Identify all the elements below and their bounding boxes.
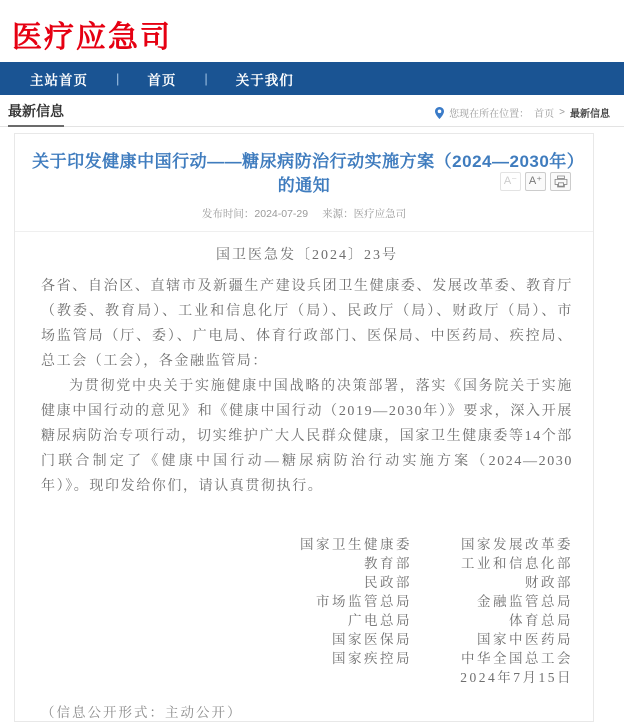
header-divider — [15, 231, 593, 232]
breadcrumb — [435, 105, 610, 126]
signatory — [41, 668, 412, 687]
publish-date: 2024-07-29 — [254, 208, 309, 220]
nav-separator: | — [204, 71, 208, 86]
disclosure-footnote: （信息公开形式：主动公开） — [41, 705, 243, 720]
section-title: 最新信息 — [8, 101, 64, 127]
signatory: 国家发展改革委 — [461, 537, 573, 552]
signatory: 市场监管总局 — [316, 594, 412, 609]
font-increase-button[interactable]: A⁺ — [525, 172, 546, 191]
article-title: 关于印发健康中国行动——糖尿病防治行动实施方案（2024—2030年）的通知 — [32, 152, 576, 195]
print-button[interactable] — [550, 172, 571, 191]
site-header — [0, 0, 624, 62]
signatory: 国家中医药局 — [477, 632, 573, 647]
nav-item-home[interactable]: 首页 — [147, 72, 177, 88]
signatory: 广电总局 — [348, 613, 412, 628]
section-bar — [0, 95, 624, 127]
signatory: 体育总局 — [509, 613, 573, 628]
source-value: 医疗应急司 — [353, 208, 407, 220]
signature-row — [41, 573, 573, 592]
signature-row — [41, 535, 573, 554]
location-pin-icon — [435, 107, 444, 119]
source-label: 来源： — [322, 208, 354, 220]
signatory: 教育部 — [364, 556, 412, 571]
breadcrumb-current: 最新信息 — [570, 109, 610, 120]
signatory: 国家卫生健康委 — [300, 537, 412, 552]
signature-row — [41, 649, 573, 668]
printer-icon — [555, 176, 567, 187]
signatory: 工业和信息化部 — [461, 556, 573, 571]
paragraph-main: 为贯彻党中央关于实施健康中国战略的决策部署，落实《国务院关于实施健康中国行动的意见》和《健康中国行动（2019—2030年）》要求，深入开展糖尿病防治专项行动，切实维护广大人民群众健康，国家卫生健康委等14个部门联合制定了《健康中国行动—糖尿病防治行动实施方案（2024—2030年）》。现印发给你们，请认真贯彻执行。 — [41, 379, 573, 494]
signatory: 财政部 — [525, 575, 573, 590]
signature-date: 2024年7月15日 — [460, 670, 573, 685]
article-meta — [15, 206, 593, 221]
signature-row — [41, 554, 573, 573]
nav-item-main-site-home[interactable]: 主站首页 — [30, 72, 88, 88]
signature-block — [41, 535, 573, 687]
signature-row — [41, 592, 573, 611]
font-decrease-button[interactable]: A⁻ — [500, 172, 521, 191]
breadcrumb-prefix: 您现在所在位置： — [449, 109, 530, 120]
nav-item-about-us[interactable]: 关于我们 — [235, 72, 294, 88]
nav-separator: | — [116, 71, 120, 86]
signature-row — [41, 630, 573, 649]
document-number: 国卫医急发〔2024〕23号 — [216, 248, 398, 263]
signatory: 中华全国总工会 — [461, 651, 573, 666]
paragraph-addressees: 各省、自治区、直辖市及新疆生产建设兵团卫生健康委、发展改革委、教育厅（教委、教育局）、工业和信息化厅（局）、民政厅（局）、财政厅（局）、市场监管局（厅、委）、广电局、体育行政部门、医保局、中医药局、疾控局、总工会（工会），各金融监管局： — [41, 279, 573, 369]
publish-date-label: 发布时间： — [201, 208, 255, 220]
main-nav — [0, 62, 624, 95]
article-tools — [500, 172, 571, 191]
article-card — [14, 133, 594, 722]
signature-row-date — [41, 668, 573, 687]
site-logo: 医疗应急司 — [12, 21, 172, 54]
document-body — [15, 244, 593, 721]
breadcrumb-home-link[interactable]: 首页 — [534, 109, 555, 120]
signatory: 国家疾控局 — [332, 651, 412, 666]
breadcrumb-separator: > — [559, 107, 565, 118]
signature-row — [41, 611, 573, 630]
signatory: 国家医保局 — [332, 632, 412, 647]
signatory: 民政部 — [364, 575, 412, 590]
signatory: 金融监管总局 — [477, 594, 573, 609]
